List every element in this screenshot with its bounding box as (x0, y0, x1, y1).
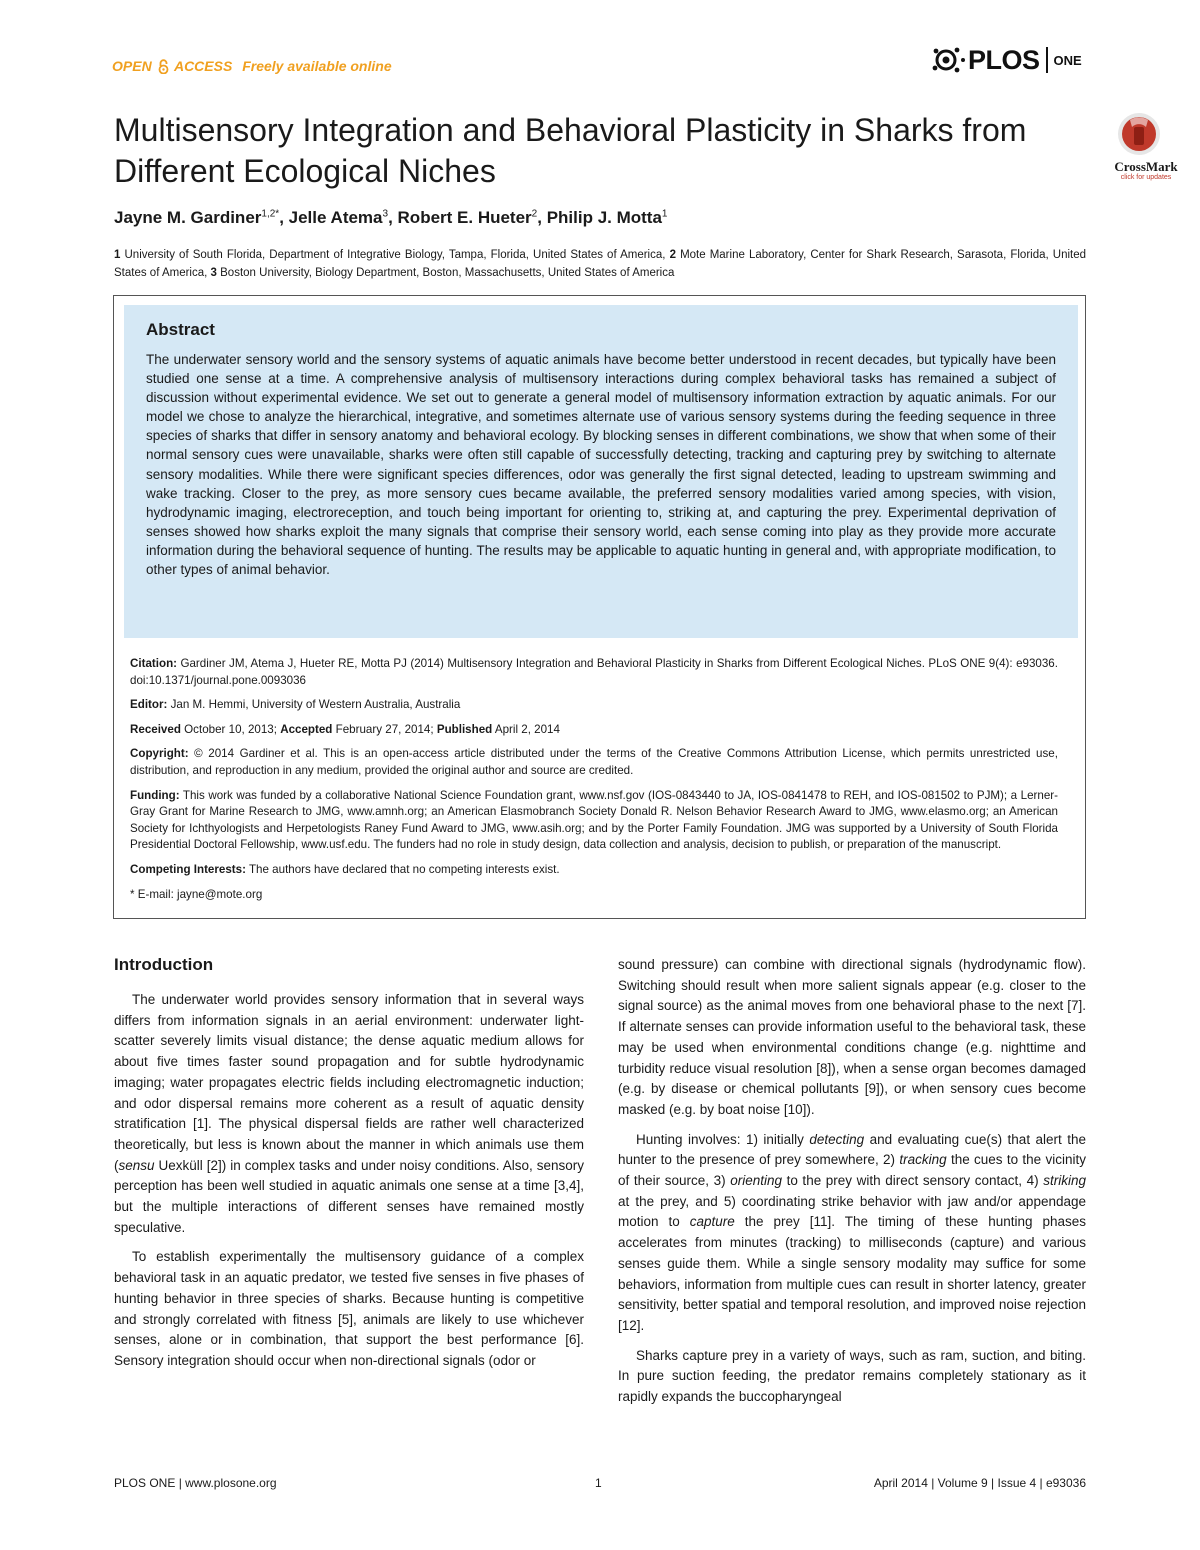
abstract-heading: Abstract (146, 320, 215, 339)
author-name: Jayne M. Gardiner (114, 208, 262, 227)
competing-label: Competing Interests: (130, 862, 246, 876)
affiliation-number: 1 (114, 249, 121, 261)
funding (130, 788, 1058, 854)
paragraph-text: the prey [11]. The timing of these hunting phases accelerates from minutes (tracking) to milliseconds (capture) and various senses guide them. While a single sensory modality may suffice for some behaviors, information from multiple cues can result in shorter latency, greater sensitivity, better spatial and temporal resolution, and improved noise rejection [12]. (618, 1214, 1087, 1333)
author-separator: , (537, 208, 547, 227)
body-paragraph (114, 990, 584, 1238)
affiliation-text: University of South Florida, Department of Integrative Biology, Tampa, Florida, United States of America, (124, 249, 666, 261)
author-separator: , (388, 208, 398, 227)
abstract-box (124, 305, 1078, 638)
body-paragraph: sound pressure) can combine with directional signals (hydrodynamic flow). Switching should result when more salient signals appear (e.g. closer to the signal source) as the animal moves from one behavioral phase to the next [7]. If alternate senses can provide information useful to the behavioral task, these may be used when environmental conditions change (e.g. nighttime and turbidity reduce visual resolution [8]), when a sense organ becomes damaged (e.g. by disease or chemical pollutants [9]), or when sensory cues become masked (e.g. by boat noise [10]). (618, 957, 1086, 1117)
funding-label: Funding: (130, 788, 180, 802)
author-affiliation-marker: 3 (382, 208, 389, 220)
crossmark-label: CrossMark (1114, 159, 1178, 174)
logo-divider (1046, 47, 1048, 73)
author-list (114, 208, 1074, 228)
plos-logo-icon (932, 46, 966, 74)
citation (130, 656, 1058, 689)
author-name: Robert E. Hueter (397, 208, 532, 227)
body-paragraph: To establish experimentally the multisensory guidance of a complex behavioral task in an aquatic predator, we tested five senses in five phases of hunting behavior in three species of sharks. Because hunting is competitive and strongly correlated with fitness [5], animals are likely to use whichever senses, alone or in combination, that support the best performance [6]. Sensory integration should occur when non-directional signals (odor or (114, 1249, 584, 1368)
crossmark-sublabel: click for updates (1120, 174, 1172, 181)
body-column-left (114, 990, 584, 1372)
footer-page-number: 1 (595, 1476, 602, 1490)
introduction-heading: Introduction (114, 955, 214, 974)
affiliation-text: Boston University, Biology Department, Boston, Massachusetts, United States of America (220, 267, 675, 279)
paragraph-text: to the prey with direct sensory contact, 4) (781, 1173, 1044, 1189)
footer-issue-info: April 2014 | Volume 9 | Issue 4 | e93036 (873, 1476, 1086, 1490)
affiliation-number: 3 (210, 267, 217, 279)
author-name: Jelle Atema (288, 208, 383, 227)
accepted-date: February 27, 2014; (335, 722, 434, 736)
competing-text: The authors have declared that no competing interests exist. (248, 862, 560, 876)
italic-term: sensu (118, 1157, 155, 1173)
oa-access-text: ACCESS (173, 58, 233, 74)
italic-term: striking (1043, 1173, 1086, 1189)
paragraph-text: at the prey, and 5) coordinating strike behavior with jaw and/or appendage motion to (618, 1193, 1086, 1230)
crossmark-badge[interactable] (1110, 112, 1180, 187)
copyright (130, 746, 1058, 779)
author-affiliation-marker: 1,2* (261, 208, 280, 220)
italic-term: capture (689, 1214, 735, 1230)
published-date: April 2, 2014 (494, 722, 560, 736)
crossmark-icon (1117, 112, 1161, 156)
oa-freely-available-text: Freely available online (242, 58, 392, 74)
editor (130, 697, 1058, 714)
received-label: Received (130, 722, 181, 736)
body-column-right (618, 955, 1086, 1408)
author-affiliation-marker: 1 (661, 208, 668, 220)
open-lock-icon (158, 59, 169, 74)
affiliation-text: Mote Marine Laboratory, Center for Shark Research, Sarasota, Florida, United States of America, (114, 249, 1087, 279)
paragraph-text: Uexküll [2]) in complex tasks and under noisy conditions. Also, sensory perception has been well studied in aquatic animals one sense at a time [3,4], but the multiple interactions of different senses have remained mostly speculative. (114, 1157, 584, 1235)
competing-interests (130, 862, 1058, 879)
oa-open-text: OPEN (112, 58, 152, 74)
article-metadata (130, 656, 1058, 911)
published-label: Published (436, 722, 493, 736)
author-separator: , (279, 208, 289, 227)
paragraph-text: and evaluating cue(s) that alert the hunter to the presence of prey somewhere, 2) (618, 1131, 1086, 1168)
received-date: October 10, 2013; (184, 722, 277, 736)
author-name: Philip J. Motta (546, 208, 662, 227)
italic-term: tracking (899, 1152, 947, 1168)
abstract-text: The underwater sensory world and the sensory systems of aquatic animals have become better understood in recent decades, but typically have been studied one sense at a time. A comprehensive analysis of multisensory interactions during complex behavioral tasks has remained a subject of discussion without experimental evidence. We set out to generate a general model of multisensory information extraction by aquatic animals. For our model we chose to analyze the hierarchical, integrative, and sometimes alternate use of various sensory systems during the feeding sequence in three species of sharks that differ in sensory anatomy and behavioral ecology. By blocking senses in different combinations, we show that when some of their normal sensory cues were unavailable, sharks were often still capable of successfully detecting, tracking and capturing prey by switching to alternate sensory modalities. While there were significant species differences, odor was generally the first signal detected, leading to upstream swimming and wake tracking. Closer to the prey, as more sensory cues became available, the preferred sensory modalities varied among species, with vision, hydrodynamic imaging, electroreception, and touch being important for orienting to, striking at, and capturing the prey. Experimental deprivation of senses showed how sharks exploit the many signals that comprise their sensory world, each sense coming into play as they provide more accurate information during the behavioral sequence of hunting. The results may be applicable to aquatic hunting in general and, with appropriate modification, to other types of animal behavior. (146, 352, 1056, 578)
paragraph-text: the cues to the vicinity of their source, 3) (618, 1152, 1086, 1189)
editor-label: Editor: (130, 698, 168, 712)
citation-text: Gardiner JM, Atema J, Hueter RE, Motta PJ (2014) Multisensory Integration and Behavioral Plasticity in Sharks from Different Ecological Niches. PLoS ONE 9(4): e93036. doi:10.1371/journal.pone.0093036 (130, 657, 1058, 687)
paragraph-text: Hunting involves: 1) initially (636, 1131, 810, 1147)
editor-text: Jan M. Hemmi, University of Western Australia, Australia (170, 698, 461, 712)
funding-text: This work was funded by a collaborative National Science Foundation grant, www.nsf.gov (IOS-0843440 to JA, IOS-0841478 to REH, and IOS-081502 to PJM); a Lerner-Gray Grant for Marine Research to JMG, www.amnh.org; an American Elasmobranch Society Donald R. Nelson Behavior Research Award to JMG, www.elasmo.org; an American Society for Ichthyologists and Herpetologists Raney Fund Award to JMG, www.asih.org; and by the Porter Family Foundation. JMG was supported by a University of South Florida Presidential Doctoral Fellowship, www.usf.edu. The funders had no role in study design, data collection and analysis, decision to publish, or preparation of the manuscript. (130, 788, 1059, 852)
italic-term: orienting (730, 1173, 782, 1189)
paper-title: Multisensory Integration and Behavioral Plasticity in Sharks from Different Ecological Niches (114, 112, 1027, 189)
dates (130, 722, 1058, 739)
citation-label: Citation: (130, 657, 178, 670)
paragraph-text: The underwater world provides sensory information that in several ways differs from information signals in an aerial environment: underwater light-scatter severely limits visual distance; the dense aquatic medium allows for about five times faster sound propagation and for subtle hydrodynamic imaging; water propagates electric fields including electromagnetic induction; and odor dispersal remains more coherent as a result of aquatic density stratification [1]. The physical dispersal fields are rather well characterized theoretically, but less is known about the manner in which animals use them ( (114, 992, 584, 1173)
open-access-banner (112, 58, 392, 74)
body-paragraph (618, 1130, 1086, 1337)
body-paragraph: Sharks capture prey in a variety of ways, such as ram, suction, and biting. In pure suction feeding, the predator remains completely stationary as it rapidly expands the buccopharyngeal (618, 1347, 1086, 1405)
copyright-label: Copyright: (130, 747, 189, 761)
journal-suffix: ONE (1053, 52, 1082, 68)
affiliations (114, 246, 1086, 282)
copyright-text: © 2014 Gardiner et al. This is an open-access article distributed under the terms of the Creative Commons Attribution License, which permits unrestricted use, distribution, and reproduction in any medium, provided the original author and source are credited. (130, 747, 1058, 777)
author-affiliation-marker: 2 (531, 208, 538, 220)
journal-logo (932, 45, 1082, 75)
italic-term: detecting (809, 1131, 865, 1147)
affiliation-number: 2 (669, 249, 676, 261)
accepted-label: Accepted (280, 722, 333, 736)
journal-name: PLOS (968, 44, 1040, 75)
correspondence-email: * E-mail: jayne@mote.org (130, 887, 263, 901)
footer-journal: PLOS ONE | www.plosone.org (114, 1476, 277, 1490)
